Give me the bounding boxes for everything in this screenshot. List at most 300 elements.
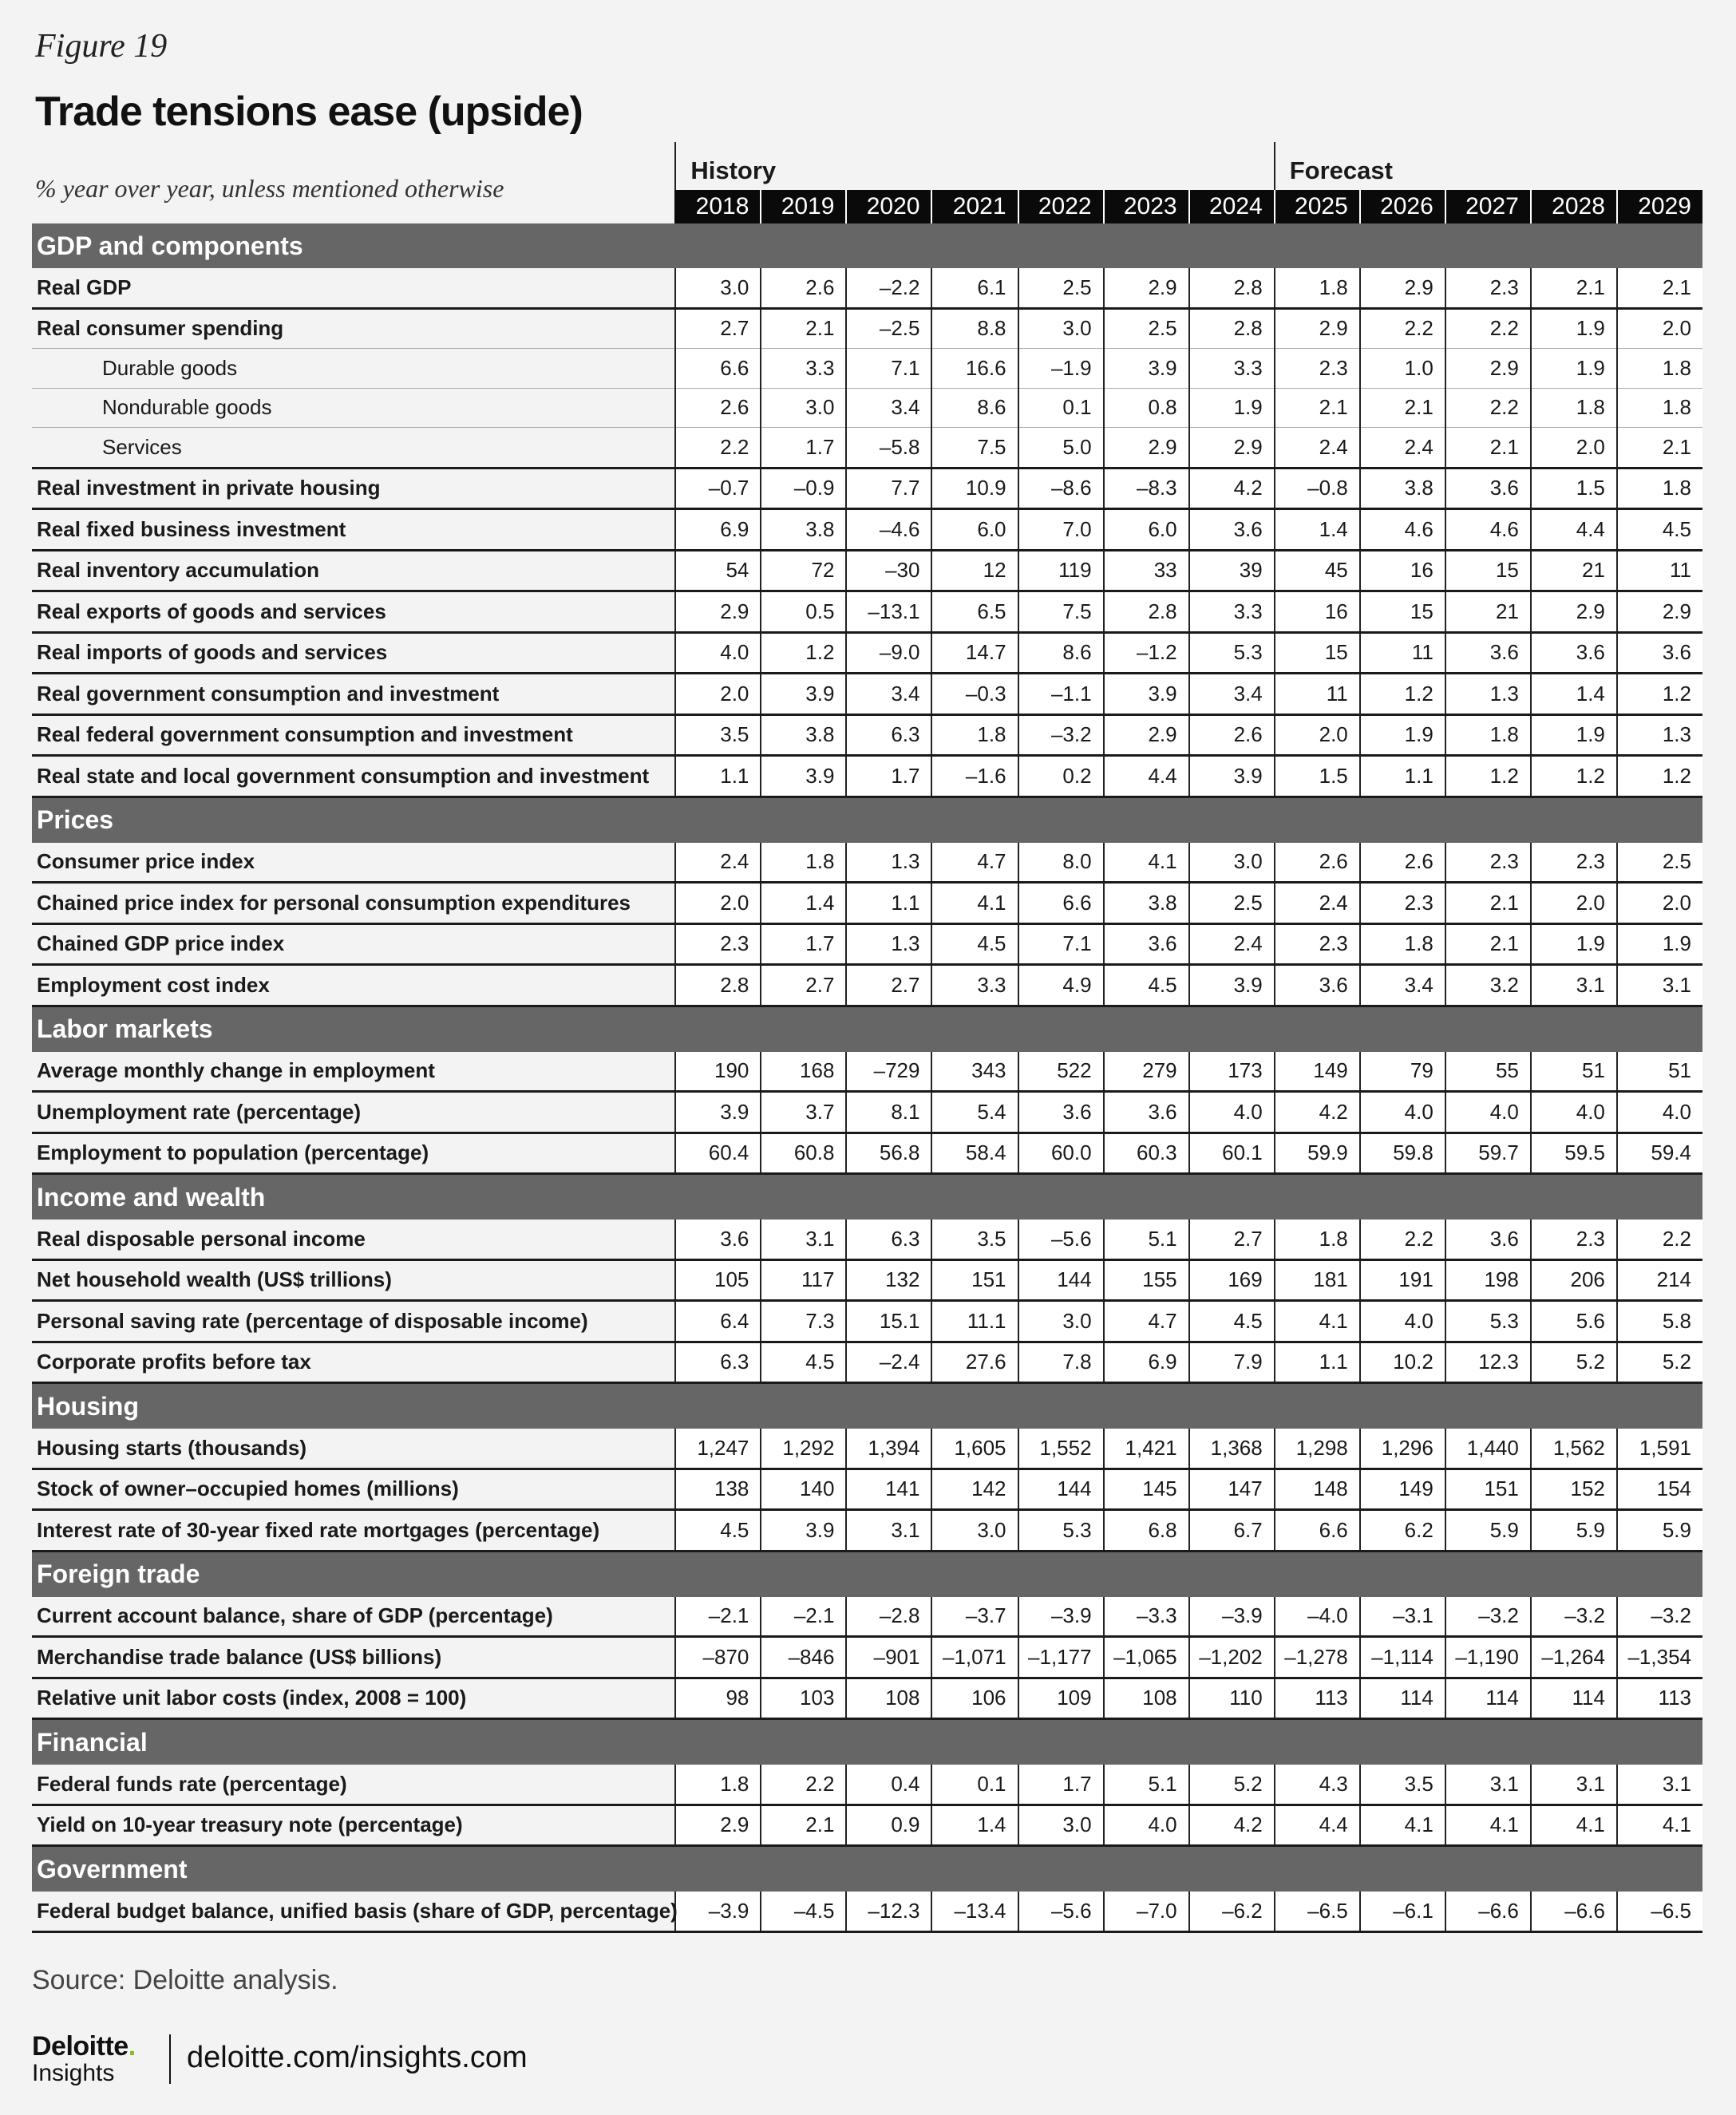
value-cell: –4.0 [1275, 1597, 1360, 1637]
value-cell: 198 [1445, 1259, 1531, 1301]
value-cell: 151 [931, 1259, 1018, 1301]
value-cell: 4.4 [1275, 1805, 1360, 1846]
value-cell: 3.4 [1189, 674, 1275, 715]
value-cell: 2.8 [1189, 268, 1275, 308]
value-cell: 2.1 [761, 308, 846, 349]
row-label: Merchandise trade balance (US$ billions) [32, 1637, 675, 1678]
value-cell: 60.1 [1189, 1133, 1275, 1174]
value-cell: 3.9 [761, 674, 846, 715]
value-cell: 1,368 [1189, 1429, 1275, 1469]
row-label: Average monthly change in employment [32, 1052, 675, 1092]
value-cell: 3.8 [1360, 468, 1445, 509]
value-cell: 1.4 [931, 1805, 1018, 1846]
value-cell: 11 [1617, 550, 1702, 591]
value-cell: 3.0 [931, 1510, 1018, 1552]
value-cell: 155 [1104, 1259, 1189, 1301]
value-cell: –2.4 [846, 1342, 931, 1383]
value-cell: 2.9 [1104, 268, 1189, 308]
value-cell: 4.0 [1531, 1092, 1617, 1133]
value-cell: 2.9 [675, 591, 761, 633]
value-cell: 206 [1531, 1259, 1617, 1301]
value-cell: –3.2 [1018, 714, 1104, 756]
value-cell: 1.8 [1617, 349, 1702, 389]
value-cell: 16 [1275, 591, 1360, 633]
value-cell: 4.3 [1275, 1765, 1360, 1805]
value-cell: 59.8 [1360, 1133, 1445, 1174]
value-cell: –3.9 [675, 1892, 761, 1931]
value-cell: 3.3 [1189, 349, 1275, 389]
row-label: Net household wealth (US$ trillions) [32, 1259, 675, 1301]
value-cell: 7.7 [846, 468, 931, 509]
table-row [32, 1765, 1702, 1805]
value-cell: 2.3 [675, 923, 761, 965]
value-cell: 1.2 [1531, 756, 1617, 797]
value-cell: 1,605 [931, 1429, 1018, 1469]
value-cell: 2.2 [1445, 388, 1531, 428]
table-row [32, 1678, 1702, 1719]
row-label: Real disposable personal income [32, 1220, 675, 1259]
value-cell: 6.3 [846, 1220, 931, 1259]
value-cell: 3.6 [1104, 923, 1189, 965]
value-cell: 2.1 [1531, 268, 1617, 308]
value-cell: 114 [1445, 1678, 1531, 1719]
value-cell: 106 [931, 1678, 1018, 1719]
value-cell: 149 [1275, 1052, 1360, 1092]
value-cell: 1.9 [1189, 388, 1275, 428]
value-cell: 1.1 [846, 883, 931, 924]
section-header: Financial [32, 1719, 1702, 1765]
value-cell: 4.5 [1189, 1301, 1275, 1342]
value-cell: 103 [761, 1678, 846, 1719]
value-cell: 59.9 [1275, 1133, 1360, 1174]
value-cell: 1.9 [1531, 349, 1617, 389]
value-cell: 2.1 [761, 1805, 846, 1846]
figure-title: Trade tensions ease (upside) [35, 89, 583, 135]
row-label: Real imports of goods and services [32, 632, 675, 674]
value-cell: 4.5 [675, 1510, 761, 1552]
value-cell: –8.6 [1018, 468, 1104, 509]
value-cell: –1.6 [931, 756, 1018, 797]
value-cell: 3.1 [1617, 1765, 1702, 1805]
row-label: Employment to population (percentage) [32, 1133, 675, 1174]
year-header-2019: 2019 [761, 190, 846, 223]
value-cell: –6.2 [1189, 1892, 1275, 1931]
value-cell: 1.9 [1531, 308, 1617, 349]
value-cell: 3.6 [1018, 1092, 1104, 1133]
row-label: Unemployment rate (percentage) [32, 1092, 675, 1133]
value-cell: –1.1 [1018, 674, 1104, 715]
value-cell: 3.9 [1104, 349, 1189, 389]
value-cell: –5.8 [846, 428, 931, 468]
value-cell: 8.0 [1018, 843, 1104, 883]
row-label: Real state and local government consumption and investment [32, 756, 675, 797]
value-cell: –3.3 [1104, 1597, 1189, 1637]
value-cell: 2.9 [1617, 591, 1702, 633]
value-cell: 1.3 [1445, 674, 1531, 715]
section-header: Government [32, 1846, 1702, 1892]
value-cell: 6.6 [1275, 1510, 1360, 1552]
value-cell: –3.2 [1445, 1597, 1531, 1637]
value-cell: 6.9 [1104, 1342, 1189, 1383]
value-cell: –13.1 [846, 591, 931, 633]
value-cell: 2.0 [675, 674, 761, 715]
value-cell: 1.4 [761, 883, 846, 924]
value-cell: 4.1 [1360, 1805, 1445, 1846]
value-cell: 1.0 [1360, 349, 1445, 389]
value-cell: 147 [1189, 1469, 1275, 1510]
value-cell: 59.7 [1445, 1133, 1531, 1174]
row-label: Employment cost index [32, 965, 675, 1006]
table-row [32, 308, 1702, 349]
value-cell: 60.3 [1104, 1133, 1189, 1174]
value-cell: 15 [1360, 591, 1445, 633]
year-header-2028: 2028 [1531, 190, 1617, 223]
value-cell: 3.0 [1018, 1805, 1104, 1846]
value-cell: –0.9 [761, 468, 846, 509]
value-cell: 7.5 [1018, 591, 1104, 633]
value-cell: 2.9 [675, 1805, 761, 1846]
value-cell: 108 [1104, 1678, 1189, 1719]
value-cell: 2.5 [1104, 308, 1189, 349]
value-cell: 14.7 [931, 632, 1018, 674]
value-cell: 2.1 [1360, 388, 1445, 428]
value-cell: 2.8 [1104, 591, 1189, 633]
value-cell: –6.6 [1531, 1892, 1617, 1931]
value-cell: 3.8 [761, 714, 846, 756]
value-cell: 59.5 [1531, 1133, 1617, 1174]
table-row [32, 923, 1702, 965]
value-cell: –0.7 [675, 468, 761, 509]
table-row [32, 843, 1702, 883]
value-cell: –12.3 [846, 1892, 931, 1931]
value-cell: 3.5 [1360, 1765, 1445, 1805]
value-cell: 3.1 [846, 1510, 931, 1552]
value-cell: 8.6 [931, 388, 1018, 428]
value-cell: –1.2 [1104, 632, 1189, 674]
value-cell: –0.3 [931, 674, 1018, 715]
table-row [32, 509, 1702, 551]
insights-url[interactable]: deloitte.com/insights.com [187, 2041, 528, 2074]
header-spacer [32, 142, 675, 190]
row-label: Personal saving rate (percentage of disposable income) [32, 1301, 675, 1342]
year-header-2024: 2024 [1189, 190, 1275, 223]
value-cell: 4.5 [761, 1342, 846, 1383]
row-label: Real exports of goods and services [32, 591, 675, 633]
value-cell: –4.6 [846, 509, 931, 551]
value-cell: 6.6 [675, 349, 761, 389]
value-cell: 4.5 [1617, 509, 1702, 551]
value-cell: 4.5 [931, 923, 1018, 965]
value-cell: 5.1 [1104, 1765, 1189, 1805]
table-row [32, 965, 1702, 1006]
value-cell: 2.2 [1360, 308, 1445, 349]
value-cell: 4.1 [1531, 1805, 1617, 1846]
value-cell: 2.1 [1617, 428, 1702, 468]
value-cell: 0.4 [846, 1765, 931, 1805]
value-cell: 4.2 [1275, 1092, 1360, 1133]
value-cell: 4.0 [675, 632, 761, 674]
value-cell: –1,190 [1445, 1637, 1531, 1678]
value-cell: 169 [1189, 1259, 1275, 1301]
value-cell: 181 [1275, 1259, 1360, 1301]
table-row [32, 1259, 1702, 1301]
value-cell: 1.5 [1531, 468, 1617, 509]
value-cell: 140 [761, 1469, 846, 1510]
value-cell: 4.6 [1360, 509, 1445, 551]
value-cell: 1.7 [761, 428, 846, 468]
value-cell: 6.0 [1104, 509, 1189, 551]
value-cell: 4.1 [1445, 1805, 1531, 1846]
value-cell: 3.6 [1445, 1220, 1531, 1259]
value-cell: 2.9 [1445, 349, 1531, 389]
value-cell: –6.6 [1445, 1892, 1531, 1931]
value-cell: 2.9 [1104, 714, 1189, 756]
value-cell: 16.6 [931, 349, 1018, 389]
table-row [32, 1342, 1702, 1383]
value-cell: 6.1 [931, 268, 1018, 308]
value-cell: 149 [1360, 1469, 1445, 1510]
value-cell: 4.0 [1189, 1092, 1275, 1133]
table-row [32, 1220, 1702, 1259]
value-cell: 3.9 [1189, 965, 1275, 1006]
value-cell: 60.8 [761, 1133, 846, 1174]
value-cell: –3.7 [931, 1597, 1018, 1637]
value-cell: 3.1 [761, 1220, 846, 1259]
value-cell: 114 [1531, 1678, 1617, 1719]
value-cell: 55 [1445, 1052, 1531, 1092]
value-cell: 51 [1531, 1052, 1617, 1092]
value-cell: –6.5 [1275, 1892, 1360, 1931]
value-cell: 0.9 [846, 1805, 931, 1846]
value-cell: 4.2 [1189, 1805, 1275, 1846]
value-cell: 1.8 [1445, 714, 1531, 756]
value-cell: 60.4 [675, 1133, 761, 1174]
value-cell: 190 [675, 1052, 761, 1092]
value-cell: 3.9 [761, 756, 846, 797]
row-label: Durable goods [32, 349, 675, 389]
value-cell: 1.8 [1617, 388, 1702, 428]
value-cell: 145 [1104, 1469, 1189, 1510]
value-cell: 0.2 [1018, 756, 1104, 797]
value-cell: 3.3 [1189, 591, 1275, 633]
value-cell: 7.0 [1018, 509, 1104, 551]
value-cell: –1,065 [1104, 1637, 1189, 1678]
table-row [32, 428, 1702, 468]
table-row [32, 1892, 1702, 1931]
year-header-spacer [32, 190, 675, 223]
value-cell: 5.9 [1531, 1510, 1617, 1552]
value-cell: 6.4 [675, 1301, 761, 1342]
value-cell: 2.2 [1360, 1220, 1445, 1259]
source-note: Source: Deloitte analysis. [32, 1965, 338, 1995]
value-cell: 3.0 [1189, 843, 1275, 883]
value-cell: 1.2 [1445, 756, 1531, 797]
value-cell: 2.9 [1275, 308, 1360, 349]
value-cell: 2.3 [1445, 843, 1531, 883]
row-label: Real federal government consumption and investment [32, 714, 675, 756]
table-row [32, 1092, 1702, 1133]
value-cell: 2.3 [1531, 1220, 1617, 1259]
value-cell: 12.3 [1445, 1342, 1531, 1383]
value-cell: 5.3 [1445, 1301, 1531, 1342]
value-cell: 0.1 [931, 1765, 1018, 1805]
value-cell: 2.2 [1445, 308, 1531, 349]
row-label: Real government consumption and investment [32, 674, 675, 715]
row-label: Consumer price index [32, 843, 675, 883]
year-header-2027: 2027 [1445, 190, 1531, 223]
value-cell: 144 [1018, 1469, 1104, 1510]
value-cell: 1.2 [761, 632, 846, 674]
value-cell: 6.2 [1360, 1510, 1445, 1552]
value-cell: 15 [1275, 632, 1360, 674]
value-cell: 72 [761, 550, 846, 591]
value-cell: 2.8 [675, 965, 761, 1006]
forecast-table [32, 142, 1702, 1933]
value-cell: 56.8 [846, 1133, 931, 1174]
value-cell: –3.9 [1018, 1597, 1104, 1637]
value-cell: 4.1 [1104, 843, 1189, 883]
value-cell: 1.7 [846, 756, 931, 797]
row-label: Housing starts (thousands) [32, 1429, 675, 1469]
row-label: Federal budget balance, unified basis (share of GDP, percentage) [32, 1892, 675, 1931]
section-header: Housing [32, 1383, 1702, 1429]
value-cell: 51 [1617, 1052, 1702, 1092]
value-cell: 173 [1189, 1052, 1275, 1092]
section-header: Income and wealth [32, 1174, 1702, 1220]
value-cell: –1.9 [1018, 349, 1104, 389]
value-cell: 0.8 [1104, 388, 1189, 428]
value-cell: 5.6 [1531, 1301, 1617, 1342]
row-label: Interest rate of 30-year fixed rate mortgages (percentage) [32, 1510, 675, 1552]
value-cell: –1,264 [1531, 1637, 1617, 1678]
row-label: Real consumer spending [32, 308, 675, 349]
value-cell: 105 [675, 1259, 761, 1301]
value-cell: 2.5 [1617, 843, 1702, 883]
table-subtitle: % year over year, unless mentioned otherwise [35, 174, 504, 203]
value-cell: 3.6 [1104, 1092, 1189, 1133]
value-cell: 3.6 [1189, 509, 1275, 551]
value-cell: 5.3 [1189, 632, 1275, 674]
value-cell: 117 [761, 1259, 846, 1301]
value-cell: 3.1 [1531, 965, 1617, 1006]
value-cell: 3.4 [846, 388, 931, 428]
value-cell: 2.8 [1189, 308, 1275, 349]
value-cell: –2.2 [846, 268, 931, 308]
value-cell: 1.1 [1275, 1342, 1360, 1383]
value-cell: 2.1 [1445, 883, 1531, 924]
value-cell: 2.6 [1360, 843, 1445, 883]
value-cell: 2.0 [1275, 714, 1360, 756]
value-cell: 1,421 [1104, 1429, 1189, 1469]
value-cell: 1,591 [1617, 1429, 1702, 1469]
value-cell: 1.8 [931, 714, 1018, 756]
row-label: Services [32, 428, 675, 468]
value-cell: 2.6 [1275, 843, 1360, 883]
value-cell: 6.5 [931, 591, 1018, 633]
logo-brand: Deloitte. [32, 2031, 136, 2062]
value-cell: 108 [846, 1678, 931, 1719]
value-cell: 1.8 [761, 843, 846, 883]
value-cell: 110 [1189, 1678, 1275, 1719]
value-cell: 2.7 [761, 965, 846, 1006]
value-cell: 2.0 [1617, 308, 1702, 349]
value-cell: 1.8 [1275, 1220, 1360, 1259]
value-cell: 3.0 [675, 268, 761, 308]
value-cell: –6.5 [1617, 1892, 1702, 1931]
value-cell: 1.5 [1275, 756, 1360, 797]
value-cell: 79 [1360, 1052, 1445, 1092]
value-cell: 168 [761, 1052, 846, 1092]
value-cell: 2.1 [1617, 268, 1702, 308]
value-cell: 1.9 [1617, 923, 1702, 965]
value-cell: 4.2 [1189, 468, 1275, 509]
year-header-2029: 2029 [1617, 190, 1702, 223]
row-label: Federal funds rate (percentage) [32, 1765, 675, 1805]
row-label: Current account balance, share of GDP (percentage) [32, 1597, 675, 1637]
row-label: Chained price index for personal consumption expenditures [32, 883, 675, 924]
value-cell: 1.3 [846, 923, 931, 965]
table-row [32, 1429, 1702, 1469]
table-row [32, 1637, 1702, 1678]
value-cell: 1,298 [1275, 1429, 1360, 1469]
value-cell: 3.9 [761, 1510, 846, 1552]
value-cell: 5.9 [1445, 1510, 1531, 1552]
value-cell: 8.1 [846, 1092, 931, 1133]
value-cell: 54 [675, 550, 761, 591]
value-cell: 2.3 [1360, 883, 1445, 924]
value-cell: 119 [1018, 550, 1104, 591]
value-cell: –5.6 [1018, 1892, 1104, 1931]
value-cell: 21 [1531, 550, 1617, 591]
value-cell: –1,354 [1617, 1637, 1702, 1678]
value-cell: 7.3 [761, 1301, 846, 1342]
value-cell: 7.1 [1018, 923, 1104, 965]
value-cell: 4.9 [1018, 965, 1104, 1006]
value-cell: 15.1 [846, 1301, 931, 1342]
value-cell: 3.3 [761, 349, 846, 389]
value-cell: 279 [1104, 1052, 1189, 1092]
value-cell: 1.8 [1617, 468, 1702, 509]
value-cell: 1.7 [761, 923, 846, 965]
value-cell: 10.9 [931, 468, 1018, 509]
year-header-2023: 2023 [1104, 190, 1189, 223]
value-cell: 151 [1445, 1469, 1531, 1510]
value-cell: 1,552 [1018, 1429, 1104, 1469]
value-cell: 5.0 [1018, 428, 1104, 468]
value-cell: 6.8 [1104, 1510, 1189, 1552]
section-header: Foreign trade [32, 1551, 1702, 1597]
value-cell: 4.0 [1445, 1092, 1531, 1133]
forecast-group-label: Forecast [1275, 142, 1702, 190]
value-cell: 113 [1275, 1678, 1360, 1719]
value-cell: 3.5 [931, 1220, 1018, 1259]
value-cell: 4.1 [1275, 1301, 1360, 1342]
value-cell: 2.3 [1275, 349, 1360, 389]
value-cell: –8.3 [1104, 468, 1189, 509]
value-cell: 152 [1531, 1469, 1617, 1510]
value-cell: 16 [1360, 550, 1445, 591]
year-header-2018: 2018 [675, 190, 761, 223]
value-cell: 3.8 [1104, 883, 1189, 924]
value-cell: 2.1 [1275, 388, 1360, 428]
value-cell: 2.0 [1531, 428, 1617, 468]
value-cell: 138 [675, 1469, 761, 1510]
year-header-2021: 2021 [931, 190, 1018, 223]
value-cell: 8.8 [931, 308, 1018, 349]
value-cell: 1.2 [1617, 674, 1702, 715]
value-cell: 1.8 [1275, 268, 1360, 308]
value-cell: –3.1 [1360, 1597, 1445, 1637]
